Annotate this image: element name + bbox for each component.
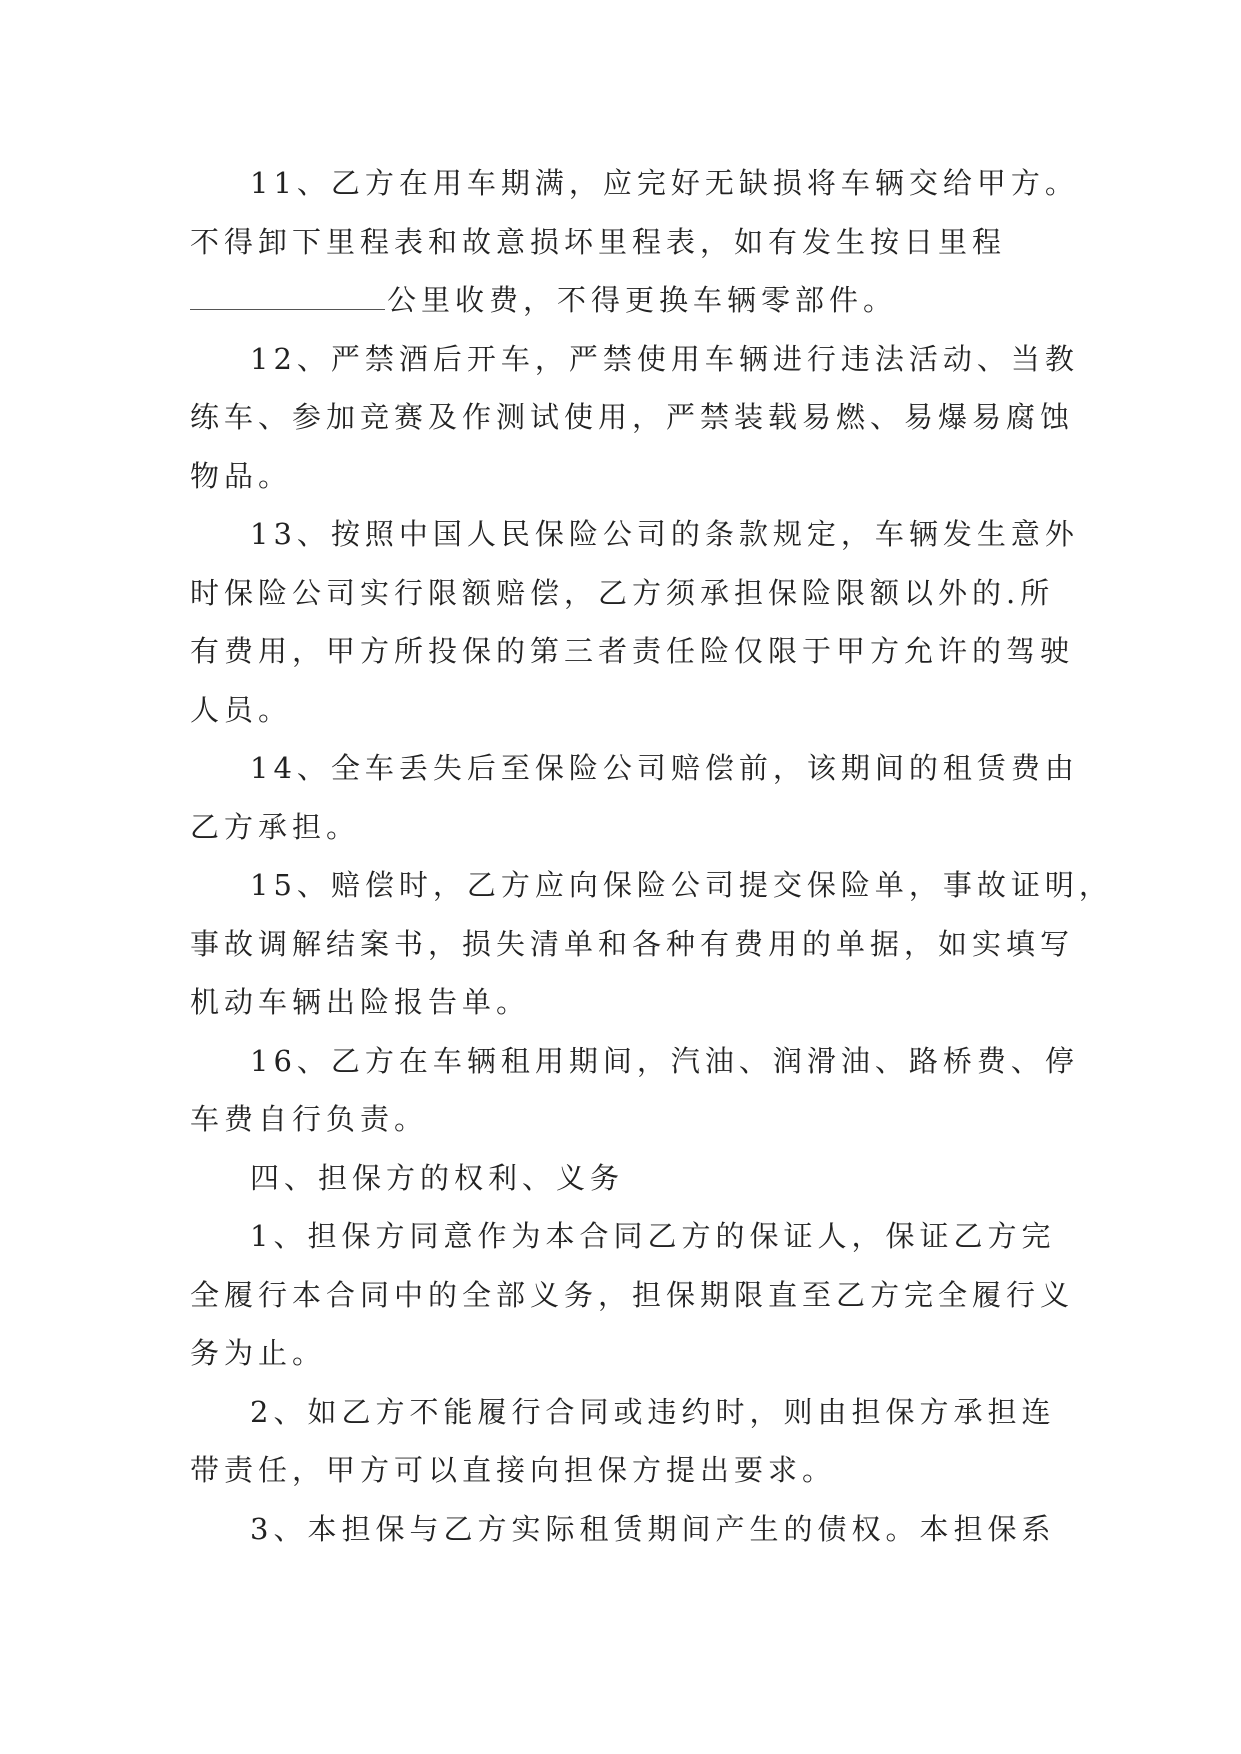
guarantee-clause-1-line: 1、担保方同意作为本合同乙方的保证人，保证乙方完: [250, 1219, 1056, 1253]
guarantee-clause-2: [190, 1383, 1060, 1500]
clause-15-line: 事故调解结案书，损失清单和各种有费用的单据，如实填写: [190, 926, 1075, 961]
clause-13: [190, 505, 1079, 739]
clause-16: [190, 1032, 1079, 1149]
clause-12: [190, 330, 1079, 506]
clause-12-line: 物品。: [190, 458, 293, 493]
guarantee-clause-2-line: 带责任，甲方可以直接向担保方提出要求。: [190, 1453, 837, 1487]
guarantee-clause-1-line: 务为止。: [190, 1336, 327, 1370]
guarantee-clause-1: [190, 1207, 1075, 1383]
clause-13-line: 人员。: [190, 692, 293, 727]
clause-14: [190, 739, 1079, 856]
clause-11-line-tail: 公里收费，不得更换车辆零部件。: [387, 283, 898, 317]
clause-15-line: 15、赔偿时，乙方应向保险公司提交保险单，事故证明，: [250, 868, 1113, 902]
clause-14-line: 乙方承担。: [190, 809, 361, 844]
clause-15-line: 机动车辆出险报告单。: [190, 985, 531, 1019]
clause-15: [190, 856, 1113, 1032]
clause-14-line: 14、全车丢失后至保险公司赔偿前，该期间的租赁费由: [250, 751, 1079, 785]
guarantee-clause-1-line: 全履行本合同中的全部义务，担保期限直至乙方完全履行义: [190, 1277, 1075, 1312]
clause-11-line: 11、乙方在用车期满，应完好无缺损将车辆交给甲方。: [250, 166, 1079, 200]
section-4-heading: 四、担保方的权利、义务: [250, 1160, 625, 1195]
clause-13-line: 有费用，甲方所投保的第三者责任险仅限于甲方允许的驾驶: [190, 634, 1075, 668]
clause-12-line: 12、严禁酒后开车，严禁使用车辆进行违法活动、当教: [250, 341, 1079, 376]
clause-13-line: 13、按照中国人民保险公司的条款规定，车辆发生意外: [250, 517, 1079, 551]
guarantee-clause-2-line: 2、如乙方不能履行合同或违约时，则由担保方承担连: [250, 1394, 1056, 1429]
clause-11-line: [190, 271, 1060, 330]
guarantee-clause-3-line: 3、本担保与乙方实际租赁期间产生的债权。本担保系: [250, 1511, 1056, 1546]
section-heading: [190, 1149, 1060, 1208]
clause-12-line: 练车、参加竞赛及作测试使用，严禁装载易燃、易爆易腐蚀: [190, 400, 1075, 434]
clause-16-line: 车费自行负责。: [190, 1102, 429, 1136]
clause-11: [190, 154, 1079, 330]
clause-11-line: 不得卸下里程表和故意损坏里程表，如有发生按日里程: [190, 224, 1007, 259]
guarantee-clause-3: [190, 1500, 1060, 1559]
document-body: [190, 154, 1113, 1558]
clause-13-line: 时保险公司实行限额赔偿，乙方须承担保险限额以外的.所: [190, 575, 1055, 610]
fill-in-blank: [190, 308, 385, 310]
clause-16-line: 16、乙方在车辆租用期间，汽油、润滑油、路桥费、停: [250, 1043, 1079, 1078]
